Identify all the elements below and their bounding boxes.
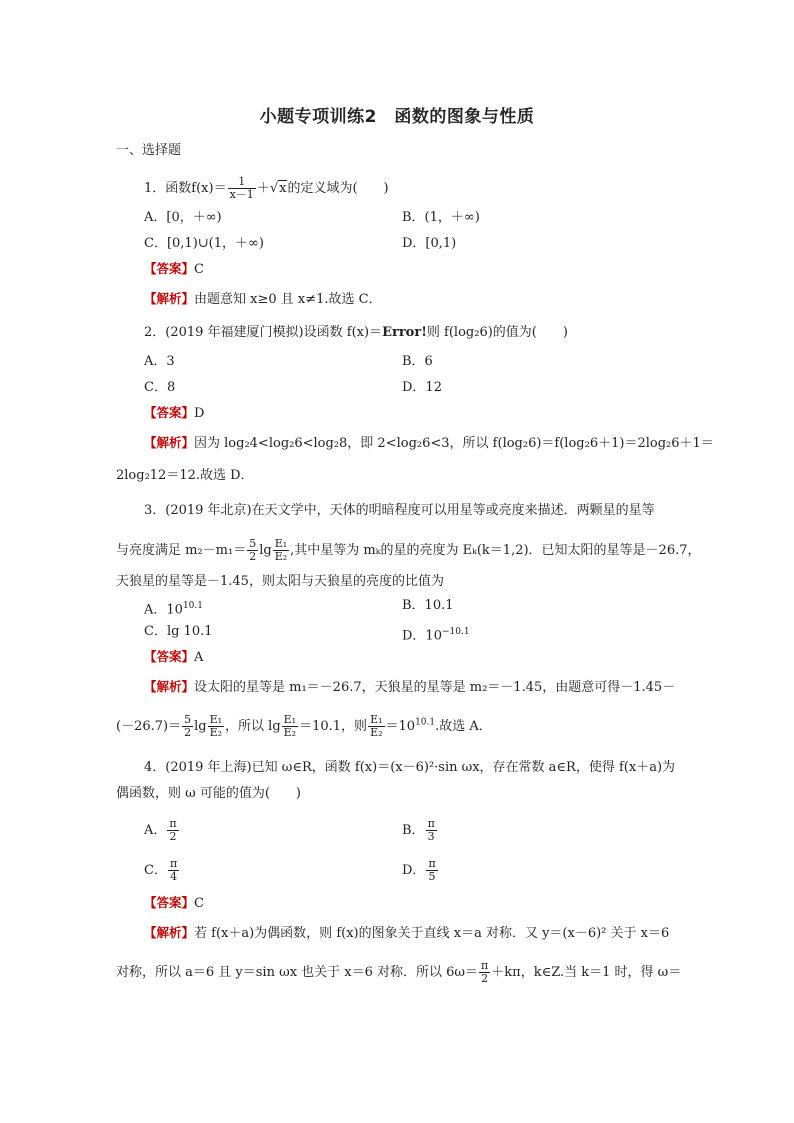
q3-option-b: B．10.1	[402, 598, 454, 613]
q4-option-b: B． $\frac{\pi}{3}$	[402, 817, 435, 843]
question-3-line3: 天狼星的星等是－1.45，则太阳与天狼星的亮度的比值为	[116, 574, 444, 589]
fraction: $\frac{1}{x-1}$	[229, 175, 254, 201]
question-4-line1: 4．(2019 年上海)已知 ω∈R，函数 f(x)＝(x－6)²·sin ωx，存在常数 a∈R，使得 f(x＋a)为	[144, 760, 676, 775]
q4-option-a: A． $\frac{\pi}{2}$	[144, 817, 177, 843]
q4-option-c: C． $\frac{\pi}{4}$	[144, 857, 178, 883]
q3-answer: 【答案】A	[144, 649, 204, 665]
q1-analysis: 【解析】由题意知 x≥0 且 x≠1.故选 C．	[144, 291, 382, 307]
question-3-line2: 与亮度满足 m₂－m₁＝ $\frac{5}{2}$ lg $\frac{\text{E₁}}{\text{E₂}}$ ,其中星等为 mₖ的星的亮度为 Eₖ(k＝1,2)．已知太阳的星等是－26.7，	[116, 537, 701, 563]
question-3-line1: 3．(2019 年北京)在天文学中，天体的明暗程度可以用星等或亮度来描述．两颗星的星等	[144, 503, 655, 518]
question-2-stem: 2．(2019 年福建厦门模拟)设函数 f(x)＝Error!则 f(log₂6)的值为( )	[144, 325, 568, 340]
q2-option-d: D．12	[402, 380, 442, 395]
q2-analysis-line1: 【解析】因为 log₂4<log₂6<log₂8，即 2<log₂6<3，所以 f(log₂6)＝f(log₂6＋1)＝2log₂6＋1＝	[144, 435, 714, 451]
q4-analysis-line2: 对称，所以 a＝6 且 y＝sin ωx 也关于 x＝6 对称．所以 6ω＝ $\frac{\pi}{2}$ ＋kπ，k∈Z.当 k＝1 时，得 ω＝	[116, 959, 682, 985]
q3-option-d: D．$10^{-10.1}$	[402, 627, 470, 644]
q2-option-a: A．3	[144, 354, 175, 369]
q1-answer: 【答案】C	[144, 261, 204, 277]
q3-option-a: A．$10^{10.1}$	[144, 601, 203, 618]
q1-option-c: C．[0,1)∪(1，＋∞)	[144, 236, 264, 251]
q4-analysis-line1: 【解析】若 f(x＋a)为偶函数，则 f(x)的图象关于直线 x＝a 对称．又 y＝(x－6)² 关于 x＝6	[144, 925, 670, 941]
question-1-stem: 1．函数f(x)＝ $\frac{1}{x-1}$ ＋√x的定义域为( )	[144, 175, 389, 201]
section-heading: 一、选择题	[116, 143, 182, 158]
q2-answer: 【答案】D	[144, 405, 205, 421]
q1-option-a: A．[0，＋∞)	[144, 210, 222, 225]
q4-option-d: D． $\frac{\pi}{5}$	[402, 857, 436, 883]
q2-option-c: C．8	[144, 380, 176, 395]
q1-option-d: D．[0,1)	[402, 236, 457, 251]
q2-analysis-line2: 2log₂12＝12.故选 D．	[116, 468, 254, 483]
page-title: 小题专项训练2 函数的图象与性质	[259, 107, 535, 127]
q4-answer: 【答案】C	[144, 895, 204, 911]
q1-option-b: B．(1，＋∞)	[402, 210, 480, 225]
q3-analysis-line2: (－26.7)＝ $\frac{5}{2}$ lg $\frac{\text{E₁}}{\text{E₂}}$ ，所以 lg $\frac{\text{E₁}}{\text{E₂}}$ ＝10.1，则 $\frac{\text{E₁}}{\text{E₂}}$ $=10^{10.1}$.故选 A．	[116, 713, 492, 739]
q3-option-c: C．lg 10.1	[144, 624, 213, 639]
question-4-line2: 偶函数，则 ω 可能的值为( )	[116, 786, 302, 801]
q2-option-b: B．6	[402, 354, 433, 369]
q3-analysis-line1: 【解析】设太阳的星等是 m₁＝－26.7，天狼星的星等是 m₂＝－1.45，由题意可得－1.45－	[144, 679, 676, 695]
